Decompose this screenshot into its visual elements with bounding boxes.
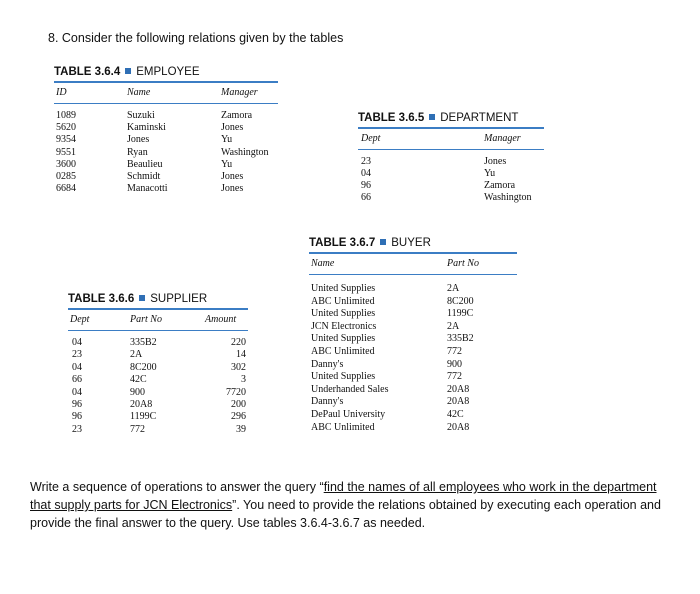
buyer-header-row <box>309 254 517 274</box>
supplier-body <box>68 331 248 436</box>
table-cell: Washington <box>221 146 269 158</box>
table-row <box>68 387 248 399</box>
table-row <box>68 411 248 423</box>
table-cell: 23 <box>72 423 82 435</box>
table-cell: 900 <box>447 358 462 370</box>
caption-square-icon <box>380 239 386 245</box>
buyer-table-name: BUYER <box>391 237 431 249</box>
table-cell: 04 <box>72 386 82 398</box>
table-cell: United Supplies <box>311 308 376 320</box>
table-cell: Washington <box>484 192 532 203</box>
department-table-number: TABLE 3.6.5 <box>358 112 425 124</box>
department-table-name: DEPARTMENT <box>440 112 519 124</box>
table-row <box>309 346 517 359</box>
employee-table-caption <box>54 66 278 78</box>
table-cell: 7720 <box>226 386 246 398</box>
table-row <box>358 168 544 180</box>
column-header: Part No <box>447 258 479 269</box>
buyer-table-caption <box>309 237 517 249</box>
table-cell: 302 <box>231 361 246 373</box>
table-row <box>54 147 278 159</box>
table-cell: 5620 <box>56 122 76 134</box>
buyer-table <box>309 237 517 434</box>
table-row <box>309 283 517 296</box>
table-cell: Yu <box>221 158 233 170</box>
table-row <box>68 349 248 361</box>
table-cell: Kaminski <box>127 122 166 134</box>
table-cell: ABC Unlimited <box>311 421 375 433</box>
table-cell: 66 <box>72 374 82 386</box>
department-header-row <box>358 129 544 149</box>
table-cell: 04 <box>361 168 371 179</box>
table-cell: 335B2 <box>447 333 474 345</box>
table-cell: 96 <box>72 398 82 410</box>
table-row <box>68 362 248 374</box>
employee-table-number: TABLE 3.6.4 <box>54 66 121 78</box>
table-cell: 39 <box>236 423 246 435</box>
table-row <box>309 396 517 409</box>
table-cell: 04 <box>72 337 82 348</box>
table-cell: Jones <box>221 122 244 134</box>
table-cell: 66 <box>361 192 371 203</box>
table-row <box>309 308 517 321</box>
table-cell: United Supplies <box>311 283 376 294</box>
table-cell: 3600 <box>56 158 76 170</box>
table-cell: Schmidt <box>127 170 161 182</box>
table-row <box>68 337 248 349</box>
table-cell: 3 <box>241 374 246 386</box>
supplier-table <box>68 293 248 436</box>
table-cell: Ryan <box>127 146 148 158</box>
table-cell: DePaul University <box>311 408 386 420</box>
table-cell: Zamora <box>484 180 516 191</box>
table-cell: 9354 <box>56 134 76 146</box>
table-cell: 335B2 <box>130 337 157 348</box>
table-cell: United Supplies <box>311 371 376 383</box>
table-cell: 772 <box>447 345 462 357</box>
table-cell: 2A <box>447 283 460 294</box>
column-header: Amount <box>205 314 237 325</box>
table-row <box>68 374 248 386</box>
table-row <box>309 371 517 384</box>
caption-square-icon <box>139 295 145 301</box>
table-row <box>54 159 278 171</box>
table-cell: Danny's <box>311 358 344 370</box>
supplier-table-number: TABLE 3.6.6 <box>68 293 135 305</box>
table-row <box>309 409 517 422</box>
column-header: Name <box>311 258 335 269</box>
table-row <box>358 192 544 204</box>
table-cell: 296 <box>231 411 246 423</box>
caption-square-icon <box>125 68 131 74</box>
table-cell: Yu <box>484 168 496 179</box>
table-cell: 23 <box>72 349 82 361</box>
table-cell: 96 <box>72 411 82 423</box>
table-row <box>68 399 248 411</box>
column-header: Name <box>127 87 151 98</box>
table-cell: 1199C <box>130 411 157 423</box>
table-cell: 20A8 <box>130 398 153 410</box>
column-header: Dept <box>361 133 381 144</box>
table-cell: 20A8 <box>447 396 470 408</box>
table-row <box>358 156 544 168</box>
table-row <box>54 122 278 134</box>
buyer-table-number: TABLE 3.6.7 <box>309 237 376 249</box>
employee-table <box>54 66 278 195</box>
table-row <box>309 384 517 397</box>
table-cell: 2A <box>130 349 143 361</box>
supplier-header-row <box>68 310 248 330</box>
table-cell: JCN Electronics <box>311 320 377 332</box>
table-row <box>54 183 278 195</box>
table-cell: Yu <box>221 134 233 146</box>
table-row <box>54 110 278 122</box>
table-cell: 772 <box>447 371 462 383</box>
employee-table-name: EMPLOYEE <box>136 66 200 78</box>
instruction-text: Write a sequence of operations to answer the query “ <box>30 480 324 494</box>
table-cell: United Supplies <box>311 333 376 345</box>
column-header: Dept <box>70 314 90 325</box>
question-title: 8. Consider the following relations given by the tables <box>48 31 344 45</box>
caption-square-icon <box>429 114 435 120</box>
table-row <box>54 134 278 146</box>
table-cell: 2A <box>447 320 460 332</box>
table-cell: ABC Unlimited <box>311 345 375 357</box>
table-cell: 42C <box>130 374 147 386</box>
column-header: ID <box>56 87 67 98</box>
department-body <box>358 150 544 204</box>
table-cell: 8C200 <box>447 295 474 307</box>
table-cell: Zamora <box>221 110 253 121</box>
table-cell: 23 <box>361 156 371 167</box>
column-header: Manager <box>221 87 258 98</box>
supplier-table-caption <box>68 293 248 305</box>
table-cell: 04 <box>72 361 82 373</box>
table-cell: 20A8 <box>447 383 470 395</box>
column-header: Part No <box>130 314 162 325</box>
instruction-text: ”. You need to provide the relations obtained by executing each operation and provide the final answer to the query. Use tables 3.6.4-3.6.7 as needed. <box>30 498 661 530</box>
table-row <box>54 171 278 183</box>
table-row <box>358 180 544 192</box>
table-row <box>309 422 517 435</box>
supplier-table-name: SUPPLIER <box>150 293 208 305</box>
table-cell: 1089 <box>56 110 76 121</box>
table-row <box>68 424 248 436</box>
query-link-text: find the names of all employees who work in the department that supply parts for JCN Electronics <box>30 480 657 512</box>
table-cell: Jones <box>484 156 507 167</box>
employee-body <box>54 104 278 195</box>
table-row <box>309 296 517 309</box>
employee-header-row <box>54 83 278 103</box>
table-cell: Manacotti <box>127 183 168 195</box>
table-cell: 200 <box>231 398 246 410</box>
buyer-body <box>309 275 517 434</box>
table-cell: Beaulieu <box>127 158 163 170</box>
table-cell: 9551 <box>56 146 76 158</box>
table-cell: Jones <box>221 183 244 195</box>
table-cell: Danny's <box>311 396 344 408</box>
table-row <box>309 333 517 346</box>
table-cell: 20A8 <box>447 421 470 433</box>
table-cell: 6684 <box>56 183 76 195</box>
table-cell: 772 <box>130 423 145 435</box>
table-row <box>309 321 517 334</box>
table-row <box>309 359 517 372</box>
table-cell: 0285 <box>56 170 76 182</box>
column-header: Manager <box>484 133 521 144</box>
table-cell: 900 <box>130 386 145 398</box>
department-table-caption <box>358 112 544 124</box>
table-cell: 8C200 <box>130 361 157 373</box>
instruction-paragraph <box>30 478 670 532</box>
table-cell: Jones <box>221 170 244 182</box>
table-cell: 220 <box>231 337 246 348</box>
table-cell: 14 <box>236 349 246 361</box>
table-cell: Suzuki <box>127 110 155 121</box>
table-cell: Underhanded Sales <box>311 383 389 395</box>
table-cell: 96 <box>361 180 371 191</box>
table-cell: ABC Unlimited <box>311 295 375 307</box>
table-cell: Jones <box>127 134 150 146</box>
table-cell: 1199C <box>447 308 474 320</box>
table-cell: 42C <box>447 408 464 420</box>
department-table <box>358 112 544 204</box>
